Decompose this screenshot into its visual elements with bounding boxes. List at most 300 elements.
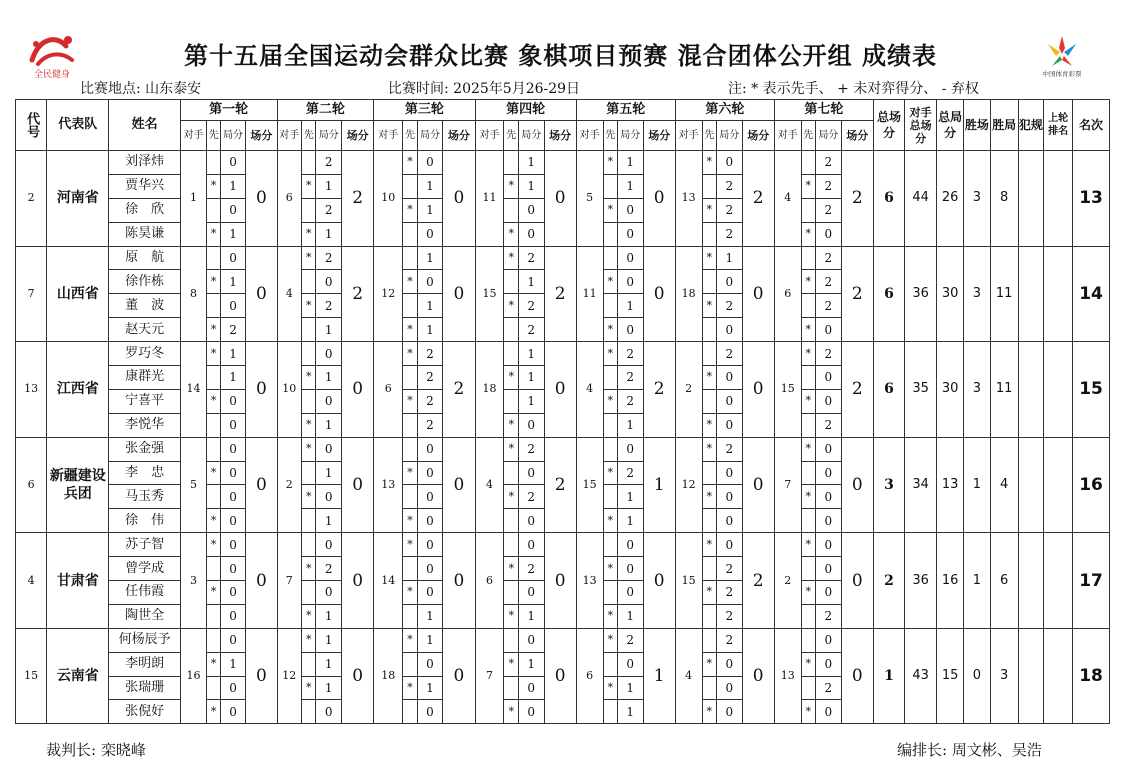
round-opponent: 6 <box>475 533 504 629</box>
first-move-mark <box>403 604 417 628</box>
first-move-mark: * <box>702 485 716 509</box>
game-score: 1 <box>417 246 443 270</box>
previous-rank <box>1044 342 1073 438</box>
game-score: 1 <box>617 485 643 509</box>
first-move-mark <box>207 676 220 700</box>
first-move-mark: * <box>801 318 815 342</box>
game-score: 0 <box>220 198 246 222</box>
game-score: 1 <box>417 198 443 222</box>
match-score: 2 <box>443 342 475 438</box>
match-score: 0 <box>742 628 774 724</box>
first-move-mark <box>403 437 417 461</box>
round-opponent: 3 <box>180 533 207 629</box>
game-score: 0 <box>816 437 842 461</box>
first-move-mark <box>504 533 518 557</box>
round-opponent: 6 <box>774 246 801 342</box>
round-opponent: 15 <box>774 342 801 438</box>
first-move-mark <box>207 413 220 437</box>
game-score: 0 <box>816 389 842 413</box>
first-move-mark: * <box>403 342 417 366</box>
game-score: 2 <box>716 604 742 628</box>
first-move-mark <box>301 581 315 605</box>
first-move-mark: * <box>603 151 617 175</box>
game-score: 2 <box>417 366 443 390</box>
match-score: 2 <box>342 246 374 342</box>
first-move-mark: * <box>207 533 220 557</box>
first-move-mark: * <box>603 509 617 533</box>
first-move-mark: * <box>603 270 617 294</box>
game-score: 1 <box>617 700 643 724</box>
match-score: 2 <box>742 151 774 247</box>
first-move-mark: * <box>207 342 220 366</box>
first-move-mark <box>801 676 815 700</box>
game-score: 0 <box>417 437 443 461</box>
game-score: 0 <box>816 366 842 390</box>
first-move-mark <box>702 389 716 413</box>
player-name: 李明朗 <box>109 652 180 676</box>
first-move-mark: * <box>207 700 220 724</box>
player-name: 原 航 <box>109 246 180 270</box>
game-score: 0 <box>716 700 742 724</box>
player-name: 罗巧冬 <box>109 342 180 366</box>
wins-match: 3 <box>964 151 991 247</box>
game-score: 0 <box>417 652 443 676</box>
match-score: 2 <box>544 246 576 342</box>
game-score: 0 <box>220 437 246 461</box>
first-move-mark: * <box>207 270 220 294</box>
first-move-mark <box>603 366 617 390</box>
total-match-score: 2 <box>873 533 904 629</box>
game-score: 0 <box>518 581 544 605</box>
game-score: 0 <box>816 222 842 246</box>
game-score: 2 <box>316 246 342 270</box>
round-opponent: 2 <box>774 533 801 629</box>
first-move-mark <box>603 294 617 318</box>
round-opponent: 13 <box>774 628 801 724</box>
match-score: 0 <box>246 246 277 342</box>
first-move-mark <box>504 461 518 485</box>
header-round-3: 第三轮 <box>374 100 475 121</box>
game-score: 2 <box>816 198 842 222</box>
game-score: 0 <box>716 366 742 390</box>
first-move-mark <box>207 628 220 652</box>
header-first: 先 <box>207 121 220 151</box>
match-score: 0 <box>246 342 277 438</box>
game-score: 1 <box>316 366 342 390</box>
game-score: 0 <box>417 222 443 246</box>
game-score: 0 <box>716 676 742 700</box>
first-move-mark <box>207 557 220 581</box>
header-game-score: 局分 <box>716 121 742 151</box>
match-score: 0 <box>544 533 576 629</box>
game-score: 2 <box>716 174 742 198</box>
match-score: 2 <box>742 533 774 629</box>
header-game-score: 局分 <box>617 121 643 151</box>
first-move-mark: * <box>301 485 315 509</box>
first-move-mark <box>301 652 315 676</box>
first-move-mark: * <box>504 366 518 390</box>
first-move-mark: * <box>504 485 518 509</box>
game-score: 1 <box>617 151 643 175</box>
first-move-mark: * <box>801 270 815 294</box>
rank: 16 <box>1073 437 1110 533</box>
first-move-mark: * <box>403 461 417 485</box>
header-total-game: 总局分 <box>937 100 964 151</box>
total-match-score: 3 <box>873 437 904 533</box>
round-opponent: 11 <box>576 246 603 342</box>
game-score: 0 <box>617 270 643 294</box>
game-score: 1 <box>617 294 643 318</box>
game-score: 1 <box>617 676 643 700</box>
header-foul: 犯规 <box>1018 100 1044 151</box>
first-move-mark: * <box>801 222 815 246</box>
game-score: 1 <box>518 174 544 198</box>
game-score: 1 <box>617 413 643 437</box>
game-score: 1 <box>417 318 443 342</box>
first-move-mark: * <box>301 676 315 700</box>
first-move-mark <box>207 246 220 270</box>
game-score: 1 <box>316 461 342 485</box>
first-move-mark <box>603 246 617 270</box>
game-score: 0 <box>220 628 246 652</box>
player-name: 曾学成 <box>109 557 180 581</box>
game-score: 0 <box>220 581 246 605</box>
game-score: 2 <box>518 294 544 318</box>
first-move-mark <box>702 557 716 581</box>
game-score: 0 <box>716 509 742 533</box>
header-match-score: 场分 <box>443 121 475 151</box>
first-move-mark: * <box>301 437 315 461</box>
game-score: 0 <box>716 270 742 294</box>
first-move-mark: * <box>801 437 815 461</box>
header-round-4: 第四轮 <box>475 100 576 121</box>
round-opponent: 14 <box>374 533 403 629</box>
first-move-mark <box>603 174 617 198</box>
round-opponent: 18 <box>475 342 504 438</box>
first-move-mark: * <box>207 174 220 198</box>
team-code: 4 <box>16 533 47 629</box>
game-score: 0 <box>417 485 443 509</box>
game-score: 1 <box>316 676 342 700</box>
match-score: 0 <box>443 246 475 342</box>
match-score: 0 <box>342 533 374 629</box>
player-name: 徐 伟 <box>109 509 180 533</box>
round-opponent: 12 <box>277 628 301 724</box>
round-opponent: 2 <box>277 437 301 533</box>
svg-text:中国体育彩票: 中国体育彩票 <box>1042 70 1082 78</box>
game-score: 2 <box>716 294 742 318</box>
team-name: 山西省 <box>47 246 109 342</box>
team-code: 2 <box>16 151 47 247</box>
game-score: 2 <box>518 246 544 270</box>
game-score: 1 <box>518 604 544 628</box>
game-score: 1 <box>417 294 443 318</box>
header-first: 先 <box>801 121 815 151</box>
game-score: 0 <box>417 533 443 557</box>
header-game-score: 局分 <box>816 121 842 151</box>
game-score: 2 <box>716 628 742 652</box>
first-move-mark: * <box>207 581 220 605</box>
game-score: 0 <box>816 700 842 724</box>
referee-text: 裁判长: 栾晓峰 <box>46 741 146 759</box>
previous-rank <box>1044 533 1073 629</box>
first-move-mark: * <box>504 174 518 198</box>
game-score: 0 <box>417 461 443 485</box>
time-text: 比赛时间: 2025年5月26-29日 <box>388 81 581 97</box>
first-move-mark: * <box>403 198 417 222</box>
game-score: 0 <box>617 246 643 270</box>
game-score: 2 <box>518 318 544 342</box>
first-move-mark: * <box>301 246 315 270</box>
game-score: 1 <box>220 222 246 246</box>
first-move-mark <box>301 342 315 366</box>
first-move-mark: * <box>403 676 417 700</box>
first-move-mark <box>207 151 220 175</box>
first-move-mark <box>207 294 220 318</box>
table-row <box>16 151 1110 175</box>
round-opponent: 6 <box>374 342 403 438</box>
player-name: 何杨辰予 <box>109 628 180 652</box>
wins-game: 11 <box>990 246 1018 342</box>
results-table-container <box>15 99 1110 725</box>
game-score: 0 <box>417 557 443 581</box>
game-score: 0 <box>518 676 544 700</box>
game-score: 1 <box>316 174 342 198</box>
game-score: 1 <box>220 366 246 390</box>
rank: 14 <box>1073 246 1110 342</box>
first-move-mark: * <box>403 509 417 533</box>
total-match-score: 6 <box>873 246 904 342</box>
match-score: 1 <box>643 628 675 724</box>
game-score: 0 <box>617 198 643 222</box>
game-score: 1 <box>417 174 443 198</box>
first-move-mark: * <box>702 151 716 175</box>
game-score: 1 <box>316 222 342 246</box>
first-move-mark <box>403 294 417 318</box>
game-score: 2 <box>617 461 643 485</box>
first-move-mark: * <box>702 294 716 318</box>
rank: 18 <box>1073 628 1110 724</box>
first-move-mark: * <box>403 151 417 175</box>
game-score: 1 <box>518 342 544 366</box>
player-name: 董 波 <box>109 294 180 318</box>
team-code: 15 <box>16 628 47 724</box>
first-move-mark <box>301 198 315 222</box>
round-opponent: 12 <box>675 437 702 533</box>
first-move-mark: * <box>801 485 815 509</box>
game-score: 0 <box>518 222 544 246</box>
total-game-score: 16 <box>937 533 964 629</box>
first-move-mark <box>801 509 815 533</box>
game-score: 2 <box>617 389 643 413</box>
wins-match: 3 <box>964 342 991 438</box>
game-score: 1 <box>316 628 342 652</box>
round-opponent: 18 <box>675 246 702 342</box>
header-code: 代号 <box>16 100 47 151</box>
game-score: 1 <box>518 389 544 413</box>
first-move-mark: * <box>801 652 815 676</box>
first-move-mark <box>801 246 815 270</box>
first-move-mark <box>504 389 518 413</box>
game-score: 0 <box>220 604 246 628</box>
game-score: 0 <box>518 533 544 557</box>
game-score: 0 <box>716 318 742 342</box>
round-opponent: 1 <box>180 151 207 247</box>
first-move-mark: * <box>504 557 518 581</box>
game-score: 1 <box>316 509 342 533</box>
header-first: 先 <box>301 121 315 151</box>
round-opponent: 15 <box>576 437 603 533</box>
game-score: 0 <box>716 652 742 676</box>
match-score: 0 <box>342 628 374 724</box>
foul <box>1018 342 1044 438</box>
first-move-mark <box>301 509 315 533</box>
player-name: 宁喜平 <box>109 389 180 413</box>
game-score: 0 <box>220 294 246 318</box>
first-move-mark <box>603 413 617 437</box>
header-match-score: 场分 <box>742 121 774 151</box>
header-total-match: 总场分 <box>873 100 904 151</box>
player-name: 任伟霞 <box>109 581 180 605</box>
header-name: 姓名 <box>109 100 180 151</box>
game-score: 0 <box>617 557 643 581</box>
first-move-mark <box>207 604 220 628</box>
round-opponent: 7 <box>475 628 504 724</box>
match-score: 1 <box>643 437 675 533</box>
game-score: 0 <box>816 461 842 485</box>
match-score: 2 <box>841 151 873 247</box>
first-move-mark <box>403 485 417 509</box>
first-move-mark: * <box>207 461 220 485</box>
first-move-mark: * <box>702 437 716 461</box>
first-move-mark: * <box>504 222 518 246</box>
match-score: 0 <box>246 151 277 247</box>
team-name: 甘肃省 <box>47 533 109 629</box>
round-opponent: 4 <box>277 246 301 342</box>
round-opponent: 4 <box>576 342 603 438</box>
round-opponent: 6 <box>277 151 301 247</box>
first-move-mark <box>207 485 220 509</box>
total-game-score: 15 <box>937 628 964 724</box>
game-score: 2 <box>220 318 246 342</box>
game-score: 2 <box>316 198 342 222</box>
wins-match: 0 <box>964 628 991 724</box>
player-name: 马玉秀 <box>109 485 180 509</box>
previous-rank <box>1044 151 1073 247</box>
table-row <box>16 533 1110 557</box>
note-text: 注: * 表示先手、 + 未对弈得分、 - 弃权 <box>728 81 979 97</box>
match-score: 0 <box>841 437 873 533</box>
game-score: 1 <box>417 676 443 700</box>
match-score: 2 <box>643 342 675 438</box>
first-move-mark <box>702 174 716 198</box>
page-title: 第十五届全国运动会群众比赛 象棋项目预赛 混合团体公开组 成绩表 <box>183 42 938 70</box>
header-game-score: 局分 <box>220 121 246 151</box>
first-move-mark: * <box>801 389 815 413</box>
header-opponent: 对手 <box>576 121 603 151</box>
first-move-mark <box>801 413 815 437</box>
first-move-mark <box>301 533 315 557</box>
header-round-6: 第六轮 <box>675 100 774 121</box>
game-score: 2 <box>816 676 842 700</box>
game-score: 1 <box>617 604 643 628</box>
game-score: 0 <box>716 461 742 485</box>
rank: 15 <box>1073 342 1110 438</box>
game-score: 0 <box>518 461 544 485</box>
header-wins-match: 胜场 <box>964 100 991 151</box>
first-move-mark <box>702 318 716 342</box>
game-score: 1 <box>316 652 342 676</box>
first-move-mark: * <box>301 366 315 390</box>
wins-match: 3 <box>964 246 991 342</box>
match-score: 2 <box>544 437 576 533</box>
first-move-mark: * <box>801 533 815 557</box>
total-game-score: 13 <box>937 437 964 533</box>
first-move-mark <box>301 318 315 342</box>
game-score: 0 <box>617 533 643 557</box>
game-score: 0 <box>316 700 342 724</box>
game-score: 0 <box>220 700 246 724</box>
header-team: 代表队 <box>47 100 109 151</box>
game-score: 2 <box>816 151 842 175</box>
match-score: 0 <box>342 437 374 533</box>
header-first: 先 <box>603 121 617 151</box>
first-move-mark <box>603 533 617 557</box>
first-move-mark: * <box>207 509 220 533</box>
wins-game: 3 <box>990 628 1018 724</box>
first-move-mark <box>801 557 815 581</box>
header-round-5: 第五轮 <box>576 100 675 121</box>
first-move-mark: * <box>207 222 220 246</box>
first-move-mark: * <box>801 342 815 366</box>
game-score: 2 <box>617 342 643 366</box>
header-first: 先 <box>702 121 716 151</box>
game-score: 2 <box>816 246 842 270</box>
venue-text: 比赛地点: 山东泰安 <box>80 81 202 97</box>
game-score: 2 <box>716 557 742 581</box>
wins-game: 8 <box>990 151 1018 247</box>
game-score: 2 <box>716 198 742 222</box>
game-score: 1 <box>518 270 544 294</box>
header-game-score: 局分 <box>518 121 544 151</box>
first-move-mark: * <box>301 174 315 198</box>
game-score: 2 <box>617 366 643 390</box>
match-score: 0 <box>742 342 774 438</box>
first-move-mark: * <box>702 581 716 605</box>
game-score: 0 <box>816 557 842 581</box>
round-opponent: 4 <box>774 151 801 247</box>
first-move-mark: * <box>603 318 617 342</box>
first-move-mark: * <box>403 318 417 342</box>
game-score: 0 <box>617 437 643 461</box>
first-move-mark <box>504 676 518 700</box>
arranger-text: 编排长: 周文彬、吴浩 <box>897 741 1042 759</box>
first-move-mark <box>702 342 716 366</box>
round-opponent: 2 <box>675 342 702 438</box>
header-first: 先 <box>504 121 518 151</box>
player-name: 陶世全 <box>109 604 180 628</box>
round-opponent: 5 <box>576 151 603 247</box>
game-score: 1 <box>518 652 544 676</box>
game-score: 0 <box>617 652 643 676</box>
game-score: 0 <box>518 700 544 724</box>
first-move-mark: * <box>801 581 815 605</box>
match-score: 0 <box>544 151 576 247</box>
round-opponent: 15 <box>475 246 504 342</box>
game-score: 1 <box>518 151 544 175</box>
first-move-mark <box>702 222 716 246</box>
foul <box>1018 246 1044 342</box>
